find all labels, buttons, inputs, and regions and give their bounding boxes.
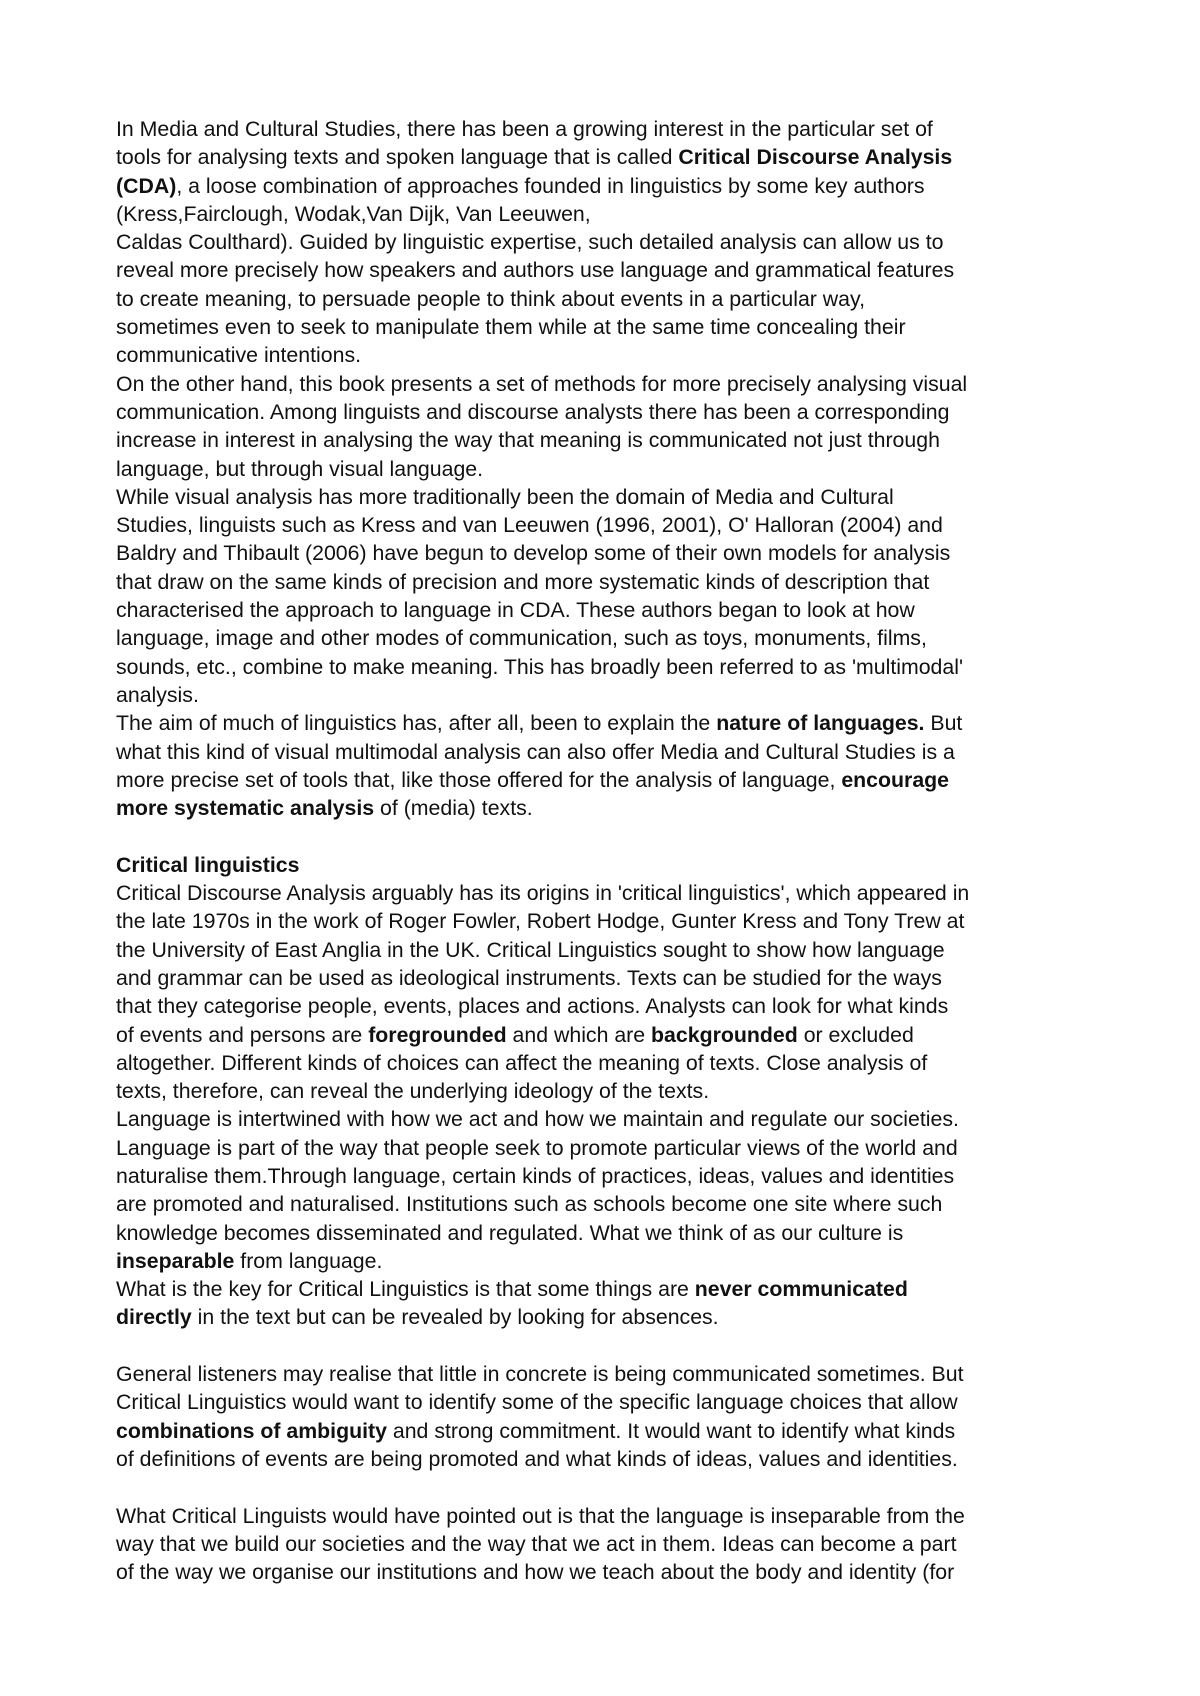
text-segment: The aim of much of linguistics has, after all, been to explain the [116, 711, 717, 736]
text-line [116, 1077, 1095, 1105]
text-line [116, 483, 1095, 511]
text-segment: to create meaning, to persuade people to think about events in a particular way, [116, 286, 866, 311]
text-segment: But [924, 711, 963, 736]
blank-line [116, 1473, 1095, 1501]
text-segment: and strong commitment. It would want to identify what kinds [386, 1418, 956, 1443]
text-line [116, 1105, 1095, 1133]
text-segment: Caldas Coulthard). Guided by linguistic expertise, such detailed analysis can allow us to [116, 230, 944, 255]
text-segment: reveal more precisely how speakers and authors use language and grammatical features [116, 258, 955, 283]
text-line [116, 653, 1095, 681]
text-line [116, 1247, 1095, 1275]
text-line [116, 172, 1095, 200]
text-line [116, 1190, 1095, 1218]
text-segment: of events and persons are [116, 1022, 369, 1047]
text-line [116, 256, 1095, 284]
text-segment: increase in interest in analysing the way that meaning is communicated not just through [116, 428, 940, 453]
blank-line [116, 822, 1095, 850]
text-segment: or excluded [797, 1022, 914, 1047]
text-line [116, 1303, 1095, 1331]
text-line [116, 766, 1095, 794]
text-segment: While visual analysis has more traditionally been the domain of Media and Cultural [116, 484, 894, 509]
text-line [116, 1530, 1095, 1558]
text-line [116, 200, 1095, 228]
text-segment: Language is part of the way that people seek to promote particular views of the world and [116, 1135, 958, 1160]
text-segment: more precise set of tools that, like those offered for the analysis of language, [116, 767, 842, 792]
text-segment: , a loose combination of approaches founded in linguistics by some key authors [176, 173, 925, 198]
text-segment: Critical Linguistics would want to identify some of the specific language choices that allow [116, 1390, 958, 1415]
text-line [116, 851, 1095, 879]
text-line [116, 370, 1095, 398]
text-segment: What is the key for Critical Linguistics is that some things are [116, 1277, 695, 1302]
bold-text-segment: nature of languages. [716, 711, 925, 736]
text-segment: what this kind of visual multimodal analysis can also offer Media and Cultural Studies is a [116, 739, 955, 764]
bold-text-segment: more systematic analysis [116, 796, 375, 821]
text-segment: of definitions of events are being promoted and what kinds of ideas, values and identities. [116, 1446, 958, 1471]
text-segment: sounds, etc., combine to make meaning. This has broadly been referred to as 'multimodal' [116, 654, 964, 679]
bold-text-segment: inseparable [116, 1248, 235, 1273]
text-line [116, 568, 1095, 596]
bold-text-segment: encourage [841, 767, 950, 792]
text-line [116, 681, 1095, 709]
text-segment: texts, therefore, can reveal the underlying ideology of the texts. [116, 1079, 710, 1104]
text-line [116, 115, 1095, 143]
text-line [116, 285, 1095, 313]
text-line [116, 426, 1095, 454]
bold-text-segment: backgrounded [651, 1022, 798, 1047]
bold-text-segment: never communicated [694, 1277, 908, 1302]
text-segment: are promoted and naturalised. Institutions such as schools become one site where such [116, 1192, 943, 1217]
text-segment: from language. [234, 1248, 383, 1273]
text-segment: communication. Among linguists and discourse analysts there has been a corresponding [116, 399, 950, 424]
text-segment: the University of East Anglia in the UK. Critical Linguistics sought to show how language [116, 937, 945, 962]
text-line [116, 879, 1095, 907]
text-line [116, 341, 1095, 369]
text-segment: way that we build our societies and the way that we act in them. Ideas can become a part [116, 1531, 957, 1556]
text-segment: language, but through visual language. [116, 456, 484, 481]
text-line [116, 455, 1095, 483]
text-line [116, 1360, 1095, 1388]
text-line [116, 964, 1095, 992]
text-line [116, 738, 1095, 766]
text-line [116, 1219, 1095, 1247]
text-line [116, 539, 1095, 567]
text-line [116, 1049, 1095, 1077]
text-segment: (Kress,Fairclough, Wodak,Van Dijk, Van Leeuwen, [116, 201, 591, 226]
text-line [116, 1502, 1095, 1530]
text-segment: of the way we organise our institutions and how we teach about the body and identity (for [116, 1560, 955, 1585]
text-segment: In Media and Cultural Studies, there has been a growing interest in the particular set of [116, 117, 933, 141]
text-line [116, 313, 1095, 341]
bold-text-segment: (CDA) [116, 173, 177, 198]
text-line [116, 511, 1095, 539]
text-segment: What Critical Linguists would have pointed out is that the language is inseparable from the [116, 1503, 965, 1528]
text-line [116, 1417, 1095, 1445]
text-segment: naturalise them.Through language, certain kinds of practices, ideas, values and identities [116, 1163, 955, 1188]
text-segment: communicative intentions. [116, 343, 362, 368]
text-segment: language, image and other modes of communication, such as toys, monuments, films, [116, 626, 927, 651]
bold-text-segment: directly [116, 1305, 192, 1330]
text-segment: Studies, linguists such as Kress and van Leeuwen (1996, 2001), O' Halloran (2004) and [116, 513, 943, 538]
text-segment: and grammar can be used as ideological instruments. Texts can be studied for the ways [116, 965, 942, 990]
text-line [116, 907, 1095, 935]
text-line [116, 709, 1095, 737]
document-body-text [116, 115, 1095, 1586]
text-line [116, 1134, 1095, 1162]
text-line [116, 936, 1095, 964]
text-segment: Language is intertwined with how we act and how we maintain and regulate our societies. [116, 1107, 959, 1132]
text-line [116, 1162, 1095, 1190]
text-segment: sometimes even to seek to manipulate them while at the same time concealing their [116, 315, 906, 340]
bold-text-segment: combinations of ambiguity [116, 1418, 387, 1443]
text-segment: tools for analysing texts and spoken language that is called [116, 145, 679, 170]
text-segment: and which are [506, 1022, 652, 1047]
text-line [116, 624, 1095, 652]
text-segment: that they categorise people, events, places and actions. Analysts can look for what kinds [116, 994, 949, 1019]
text-line [116, 1021, 1095, 1049]
text-line [116, 794, 1095, 822]
text-line [116, 228, 1095, 256]
bold-text-segment: Critical linguistics [116, 852, 300, 877]
text-segment: in the text but can be revealed by looking for absences. [191, 1305, 719, 1330]
text-line [116, 143, 1095, 171]
text-line [116, 596, 1095, 624]
text-segment: analysis. [116, 682, 199, 707]
text-line [116, 992, 1095, 1020]
text-segment: altogether. Different kinds of choices can affect the meaning of texts. Close analysis of [116, 1050, 928, 1075]
text-line [116, 1388, 1095, 1416]
text-segment: characterised the approach to language in CDA. These authors began to look at how [116, 598, 915, 623]
text-line [116, 1558, 1095, 1586]
blank-line [116, 1332, 1095, 1360]
text-segment: the late 1970s in the work of Roger Fowler, Robert Hodge, Gunter Kress and Tony Trew at [116, 909, 965, 934]
text-segment: General listeners may realise that little in concrete is being communicated sometimes. But [116, 1362, 964, 1387]
text-line [116, 1445, 1095, 1473]
text-segment: of (media) texts. [374, 796, 533, 821]
text-line [116, 1275, 1095, 1303]
bold-text-segment: Critical Discourse Analysis [678, 145, 953, 170]
text-segment: Critical Discourse Analysis arguably has its origins in 'critical linguistics', which appeared in [116, 881, 970, 906]
text-segment: that draw on the same kinds of precision and more systematic kinds of description that [116, 569, 930, 594]
bold-text-segment: foregrounded [368, 1022, 507, 1047]
text-segment: knowledge becomes disseminated and regulated. What we think of as our culture is [116, 1220, 904, 1245]
text-line [116, 398, 1095, 426]
text-segment: Baldry and Thibault (2006) have begun to develop some of their own models for analysis [116, 541, 951, 566]
text-segment: On the other hand, this book presents a set of methods for more precisely analysing visual [116, 371, 968, 396]
